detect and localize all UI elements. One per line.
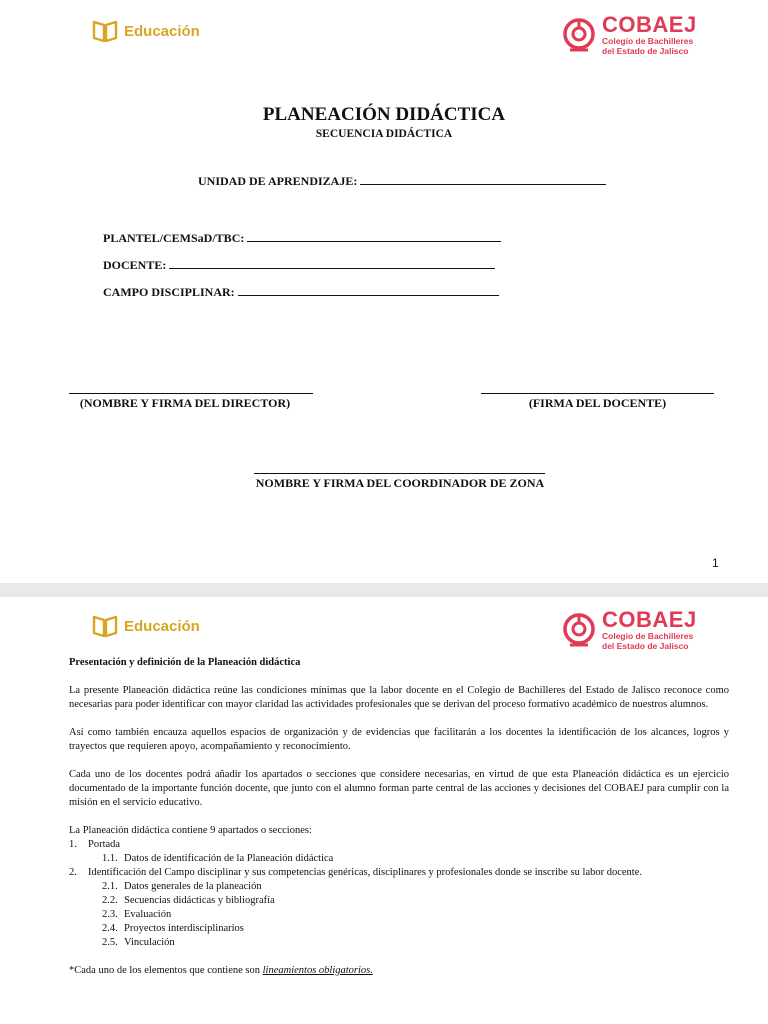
- cobaej-subtitle-1: Colegio de Bachilleres: [602, 36, 694, 46]
- list-item-number: 2.2.: [102, 895, 118, 906]
- campo-label: CAMPO DISCIPLINAR:: [103, 285, 235, 299]
- list-item-number: 2.: [69, 867, 77, 878]
- document-title: PLANEACIÓN DIDÁCTICA: [262, 104, 506, 125]
- section-heading: Presentación y definición de la Planeación didáctica: [69, 657, 301, 668]
- list-item-number: 2.5.: [102, 937, 118, 948]
- unidad-blank: [360, 173, 606, 185]
- list-item-text: Datos generales de la planeación: [124, 881, 262, 892]
- docente-signature-label: (FIRMA DEL DOCENTE): [528, 396, 667, 410]
- list-item: [69, 936, 729, 950]
- list-item: [69, 838, 729, 852]
- note: [69, 964, 729, 978]
- docente-blank: [169, 257, 495, 269]
- cobaej-logo-text: [602, 609, 697, 650]
- unidad-label: UNIDAD DE APRENDIZAJE:: [198, 174, 358, 188]
- list-item-text: Vinculación: [124, 937, 175, 948]
- list-item-number: 2.3.: [102, 909, 118, 920]
- coordinador-signature-label: NOMBRE Y FIRMA DEL COORDINADOR DE ZONA: [255, 476, 545, 490]
- note-emphasis: lineamientos obligatorios.: [262, 965, 373, 976]
- docente-field: [103, 257, 495, 273]
- document-page-2: [0, 597, 768, 1024]
- cobaej-emblem-icon: [562, 612, 596, 648]
- list-item: [69, 922, 729, 936]
- list-item-text: Evaluación: [124, 909, 172, 920]
- book-icon: [92, 18, 118, 44]
- document-subtitle: SECUENCIA DIDÁCTICA: [315, 128, 453, 140]
- paragraph-2: Así como también encauza aquellos espacios de organización y de evidencias que facilitarán a los docentes la identificación de los alcances, logros y trayectos que requieren apoyo, acompañamiento y reconocimiento.: [69, 727, 729, 752]
- list-item-text: Proyectos interdisciplinarios: [124, 923, 244, 934]
- list-item-text: Datos de identificación de la Planeación didáctica: [124, 853, 334, 864]
- cobaej-name: COBAEJ: [602, 607, 697, 632]
- director-signature-line: [69, 393, 313, 394]
- list-item-number: 2.1.: [102, 881, 118, 892]
- book-icon: [92, 613, 118, 639]
- sections-list: [69, 838, 729, 950]
- cobaej-logo: [562, 14, 697, 55]
- cobaej-logo-text: [602, 14, 697, 55]
- educacion-logo: [92, 613, 200, 639]
- cobaej-name: COBAEJ: [602, 12, 697, 37]
- plantel-field: [103, 230, 501, 246]
- paragraph-3: Cada uno de los docentes podrá añadir los apartados o secciones que considere necesarias, en virtud de que esta Planeación didáctica es un ejercicio documentado de la importante función docente, que junto con el alumno forman parte central de las acciones y decisiones del COBAEJ para cumplir con la misión en el servicio educativo.: [69, 769, 729, 808]
- list-intro: La Planeación didáctica contiene 9 apartados o secciones:: [69, 825, 312, 836]
- list-item-text: Identificación del Campo disciplinar y sus competencias genéricas, disciplinares y profesionales donde se inscribe su labor docente.: [88, 867, 642, 878]
- cobaej-subtitle-2: del Estado de Jalisco: [602, 45, 689, 56]
- plantel-label: PLANTEL/CEMSaD/TBC:: [103, 231, 245, 245]
- educacion-logo-text: Educación: [124, 22, 200, 40]
- cobaej-emblem-icon: [562, 17, 596, 53]
- docente-label: DOCENTE:: [103, 258, 167, 272]
- list-item-number: 1.1.: [102, 853, 118, 864]
- paragraph-1: La presente Planeación didáctica reúne las condiciones mínimas que la labor docente en el Colegio de Bachilleres del Estado de Jalisco reconoce como necesarias para poder identificar con mayor claridad las actividades profesionales que se derivan del proceso formativo académico de nuestros alumnos.: [69, 685, 729, 710]
- campo-blank: [238, 284, 499, 296]
- list-item-text: Secuencias didácticas y bibliografía: [124, 895, 275, 906]
- list-item: [69, 908, 729, 922]
- note-prefix: *Cada uno de los elementos que contiene son: [69, 965, 263, 976]
- campo-field: [103, 284, 499, 300]
- director-signature-label: (NOMBRE Y FIRMA DEL DIRECTOR): [79, 396, 291, 410]
- presentation-section: [69, 656, 729, 978]
- unidad-field: [198, 173, 606, 189]
- cobaej-logo: [562, 609, 697, 650]
- list-item: [69, 894, 729, 908]
- list-item: [69, 852, 729, 866]
- cobaej-subtitle-2: del Estado de Jalisco: [602, 640, 689, 651]
- page-separator: [0, 583, 768, 597]
- plantel-blank: [247, 230, 501, 242]
- list-item-number: 2.4.: [102, 923, 118, 934]
- list-item: [69, 880, 729, 894]
- cobaej-subtitle-1: Colegio de Bachilleres: [602, 631, 694, 641]
- list-item: [69, 866, 729, 880]
- list-item-number: 1.: [69, 839, 77, 850]
- coordinador-signature-line: [254, 473, 545, 474]
- page-number: 1: [712, 556, 719, 570]
- educacion-logo-text: Educación: [124, 617, 200, 635]
- docente-signature-line: [481, 393, 714, 394]
- educacion-logo: [92, 18, 200, 44]
- list-item-text: Portada: [88, 839, 121, 850]
